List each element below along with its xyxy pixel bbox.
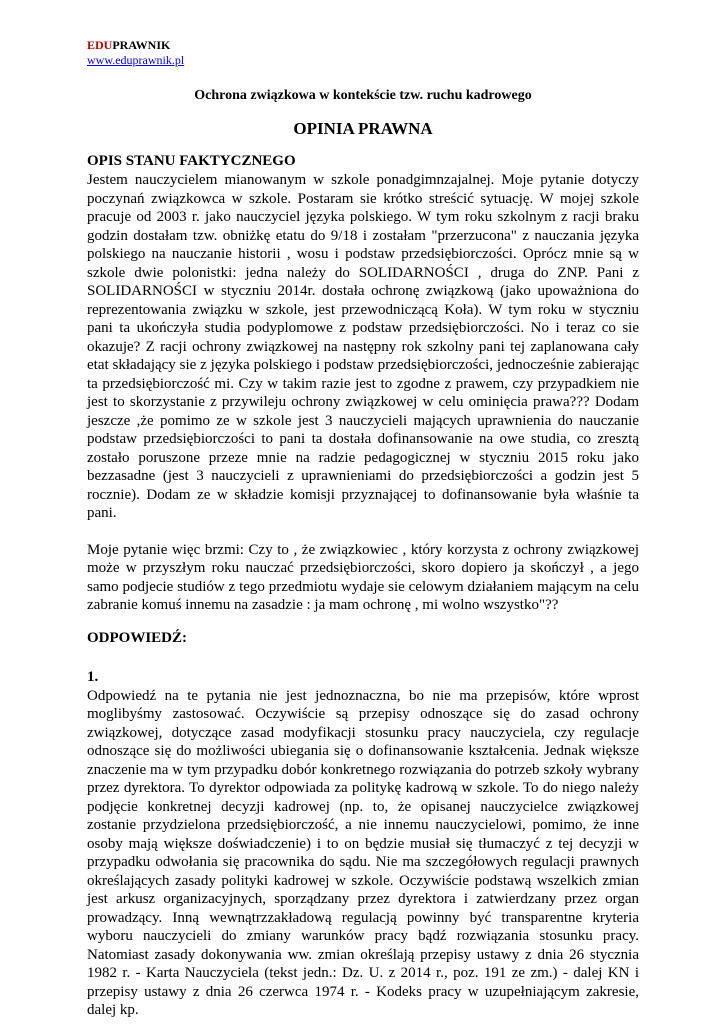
facts-heading: OPIS STANU FAKTYCZNEGO xyxy=(87,153,296,169)
document-subtitle: Ochrona związkowa w kontekście tzw. ruchu kadrowego xyxy=(194,88,532,103)
brand-logo xyxy=(87,38,639,53)
question-paragraph: Moje pytanie więc brzmi: Czy to , że związkowiec , który korzysta z ochrony związkowej może w przyszłym roku nauczać przedsiębiorczości, skoro dopiero ja skończył , a jego samo podjecie studiów z tego przedmiotu wydaje sie celowym działaniem mającym na celu zabranie komuś innemu na zasadzie : ja mam ochronę , mi wolno wszystko"?? xyxy=(87,541,639,613)
document-title: OPINIA PRAWNA xyxy=(293,119,433,138)
facts-paragraph: Jestem nauczycielem mianowanym w szkole ponadgimnzajalnej. Moje pytanie dotyczy poczynań związkowca w szkole. Postaram sie krótko streścić sytuację. W mojej szkole pracuje od 2003 r. jako nauczyciel języka polskiego. W tym roku szkolnym z racji braku godzin dostałam tzw. obniżkę etatu do 9/18 i zostałam "przerzucona" z nauczania języka polskiego na nauczanie historii , wosu i podstaw przedsiębiorczości. Oprócz mnie są w szkole dwie polonistki: jedna należy do SOLIDARNOŚCI , druga do ZNP. Pani z SOLIDARNOŚCI w styczniu 2014r. dostała ochronę związkową (jako upoważniona do reprezentowania związku w szkole, jest przewodniczącą Koła). W tym roku w styczniu pani ta ukończyła studia podyplomowe z podstaw przedsiębiorczości. No i teraz co sie okazuje? Z racji ochrony związkowej na następny rok szkolny pani tej zaplanowana cały etat składający sie z języka polskiego i podstaw przedsiębiorczości, jednocześnie zabierając ta przedsiębiorczość mi. Czy w takim razie jest to zgodne z prawem, czy przypadkiem nie jest to skorzystanie z przywileju ochrony związkowej w celu ominięcia prawa??? Dodam jeszcze ,że pomimo ze w szkole jest 3 nauczycieli mających uprawnienia do nauczanie podstaw przedsiębiorczości to pani ta dostała dofinansowanie na owe studia, co zresztą zostało poruszone przeze mnie na radzie pedagogicznej w styczniu 2015 roku jako bezzasadne (jest 3 nauczycieli z uprawnieniami do przedsiębiorczości a godzin jest 5 rocznie). Dodam ze w składzie komisji przyznającej to dofinansowanie była właśnie ta pani. xyxy=(87,172,639,521)
website-link[interactable]: www.eduprawnik.pl xyxy=(87,53,185,67)
answer-heading: ODPOWIEDŹ: xyxy=(87,629,188,646)
answer-paragraph: Odpowiedź na te pytania nie jest jednoznaczna, bo nie ma przepisów, które wprost moglibyśmy zastosować. Oczywiście są przepisy odnoszące się do zasad ochrony związkowej, dotyczące zasad modyfikacji stosunku pracy nauczyciela, czy regulacje odnoszące się do możliwości ubiegania się o dofinansowanie kształcenia. Jednak większe znaczenie ma w tym przypadku dobór konkretnego rozwiązania do potrzeb szkoły wybrany przez dyrektora. To dyrektor odpowiada za politykę kadrową w szkole. To do niego należy podjęcie konkretnej decyzji kadrowej (np. to, że opisanej nauczycielce związkowej zostanie przydzielona przedsiębiorczość, a nie innemu nauczycielowi, pomimo, że inne osoby mają większe doświadczenie) i to on będzie musiał się tłumaczyć z tej decyzji w przypadku odwołania się pracownika do sądu. Nie ma szczegółowych regulacji prawnych określających zasady polityki kadrowej w szkole. Oczywiście podstawą wszelkich zmian jest arkusz organizacyjnych, sporządzany przez dyrektora i zatwierdzany przez organ prowadzący. Inną wewnątrzzakładową regulacją powinny być transparentne kryteria wyboru nauczycieli do zmiany warunków pracy bądź rozwiązania stosunku pracy. Natomiast zasady dokonywania ww. zmian określają przepisy ustawy z dnia 26 stycznia 1982 r. - Karta Nauczyciela (tekst jedn.: Dz. U. z 2014 r., poz. 191 ze zm.) - dalej KN i przepisy ustawy z dnia 26 czerwca 1974 r. - Kodeks pracy w uzupełniającym zakresie, dalej kp. xyxy=(87,687,639,1018)
brand-prawnik: PRAWNIK xyxy=(112,38,171,52)
document-page xyxy=(87,38,639,1020)
answer-number: 1. xyxy=(87,668,99,685)
brand-edu: EDU xyxy=(87,38,113,52)
